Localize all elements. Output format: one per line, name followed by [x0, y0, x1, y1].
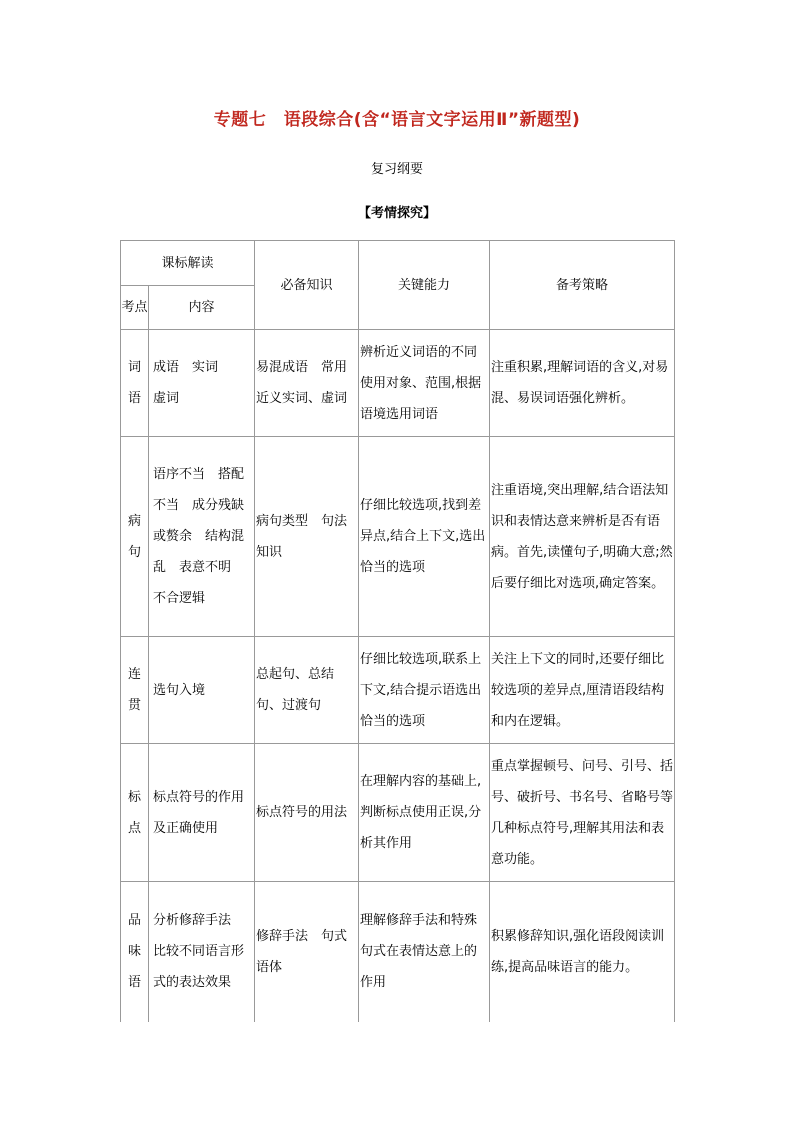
kaodian-cell: 品 味 语 [121, 882, 149, 1022]
page-title: 专题七 语段综合(含“语言文字运用Ⅱ”新题型) [213, 110, 581, 130]
neirong-cell: 分析修辞手法 比较不同语言形式的表达效果 [149, 882, 255, 1022]
kaodian-cell: 连 贯 [121, 637, 149, 744]
section-heading: 【考情探究】 [357, 206, 436, 221]
table-row [121, 744, 675, 882]
header-kaodian: 考点 [121, 286, 149, 330]
table-row [121, 437, 675, 637]
neirong-cell: 语序不当 搭配不当 成分残缺或赘余 结构混乱 表意不明 不合逻辑 [149, 437, 255, 637]
zhishi-cell: 总起句、总结句、过渡句 [255, 637, 359, 744]
nengli-cell: 辨析近义词语的不同使用对象、范围,根据语境选用词语 [359, 330, 490, 437]
header-nengli: 关键能力 [359, 241, 490, 330]
header-kebiao: 课标解读 [121, 241, 255, 286]
table-header-row [121, 241, 675, 286]
nengli-cell: 仔细比较选项,联系上下文,结合提示语选出恰当的选项 [359, 637, 490, 744]
zhishi-cell: 易混成语 常用近义实词、虚词 [255, 330, 359, 437]
celue-cell: 关注上下文的同时,还要仔细比较选项的差异点,厘清语段结构和内在逻辑。 [490, 637, 675, 744]
celue-cell: 积累修辞知识,强化语段阅读训练,提高品味语言的能力。 [490, 882, 675, 1022]
nengli-cell: 理解修辞手法和特殊句式在表情达意上的作用 [359, 882, 490, 1022]
kaodian-cell: 标 点 [121, 744, 149, 882]
exam-analysis-table [120, 240, 675, 1022]
neirong-cell: 标点符号的作用及正确使用 [149, 744, 255, 882]
zhishi-cell: 标点符号的用法 [255, 744, 359, 882]
celue-cell: 重点掌握顿号、问号、引号、括号、破折号、书名号、省略号等几种标点符号,理解其用法和表意功能。 [490, 744, 675, 882]
zhishi-cell: 病句类型 句法知识 [255, 437, 359, 637]
header-neirong: 内容 [149, 286, 255, 330]
table-row [121, 882, 675, 1022]
nengli-cell: 仔细比较选项,找到差异点,结合上下文,选出恰当的选项 [359, 437, 490, 637]
header-zhishi: 必备知识 [255, 241, 359, 330]
celue-cell: 注重语境,突出理解,结合语法知识和表情达意来辨析是否有语病。首先,读懂句子,明确大意;然后要仔细比对选项,确定答案。 [490, 437, 675, 637]
zhishi-cell: 修辞手法 句式语体 [255, 882, 359, 1022]
neirong-cell: 成语 实词 虚词 [149, 330, 255, 437]
nengli-cell: 在理解内容的基础上,判断标点使用正误,分析其作用 [359, 744, 490, 882]
celue-cell: 注重积累,理解词语的含义,对易混、易误词语强化辨析。 [490, 330, 675, 437]
table-row [121, 637, 675, 744]
header-celue: 备考策略 [490, 241, 675, 330]
kaodian-cell: 病 句 [121, 437, 149, 637]
kaodian-cell: 词 语 [121, 330, 149, 437]
table-row [121, 330, 675, 437]
subtitle: 复习纲要 [370, 162, 423, 177]
neirong-cell: 选句入境 [149, 637, 255, 744]
